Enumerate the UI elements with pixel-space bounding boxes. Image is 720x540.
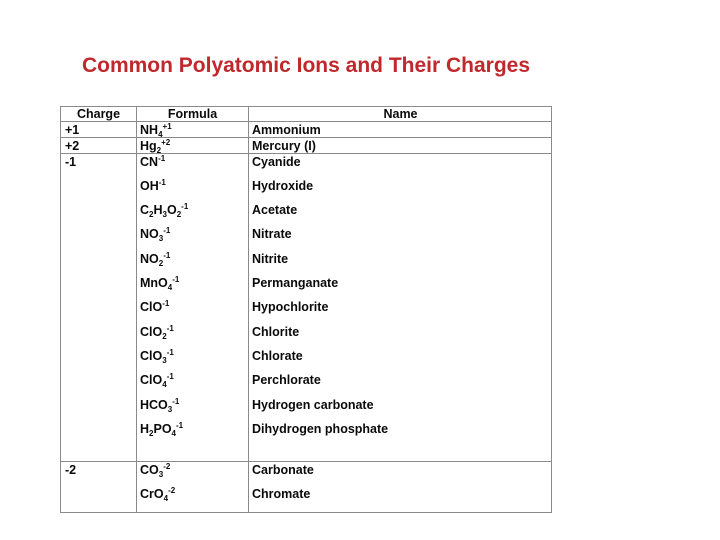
name-cell: Hypochlorite [252,300,329,314]
header-formula: Formula [167,107,218,121]
name-cell: Cyanide [252,155,301,169]
ion-table [60,106,552,513]
formula-cell: CrO$_4^{-2}$ [140,486,176,503]
name-cell: Nitrite [252,252,289,266]
page-title: Common Polyatomic Ions and Their Charges [81,54,531,77]
name-cell: Ammonium [252,123,321,137]
formula-cell: ClO$_2^{-1}$ [140,324,174,341]
row-divider [61,137,551,138]
name-cell: Hydrogen carbonate [252,398,374,412]
formula-cell: ClO$_4^{-1}$ [140,372,174,389]
name-cell: Acetate [252,203,298,217]
charge-cell: -2 [65,463,77,477]
charge-cell: +2 [65,139,80,153]
formula-cell: MnO$_4^{-1}$ [140,275,180,292]
name-cell: Permanganate [252,276,339,290]
formula-cell: $Hg_2^{+2}$ [140,138,171,155]
header-name: Name [383,107,418,121]
formula-cell: $H_2PO_4^{-1}$ [140,421,184,438]
name-cell: Hydroxide [252,179,314,193]
name-cell: Chlorite [252,325,300,339]
formula-cell: $NH_4^{+1}$ [140,122,172,139]
name-cell: Nitrate [252,227,292,241]
column-divider [136,106,137,512]
name-cell: Chromate [252,487,311,501]
formula-cell: $NO_3^{-1}$ [140,226,171,243]
column-divider [248,106,249,512]
row-divider [61,153,551,154]
formula-cell: $OH^{-1}$ [140,178,166,193]
name-cell: Mercury (I) [252,139,316,153]
name-cell: Perchlorate [252,373,321,387]
name-cell: Carbonate [252,463,314,477]
formula-cell: ClO$^{-1}$ [140,299,170,314]
row-divider [61,461,551,462]
header-charge: Charge [76,107,121,121]
name-cell: Chlorate [252,349,303,363]
formula-cell: $CO_3^{-2}$ [140,462,171,479]
charge-cell: +1 [65,123,80,137]
formula-cell: $C_2H_3O_2^{-1}$ [140,202,189,219]
formula-cell: $CN^{-1}$ [140,154,166,169]
formula-cell: $HCO_3^{-1}$ [140,397,180,414]
name-cell: Dihydrogen phosphate [252,422,389,436]
formula-cell: ClO$_3^{-1}$ [140,348,174,365]
charge-cell: -1 [65,155,77,169]
formula-cell: $NO_2^{-1}$ [140,251,171,268]
row-divider [61,121,551,122]
